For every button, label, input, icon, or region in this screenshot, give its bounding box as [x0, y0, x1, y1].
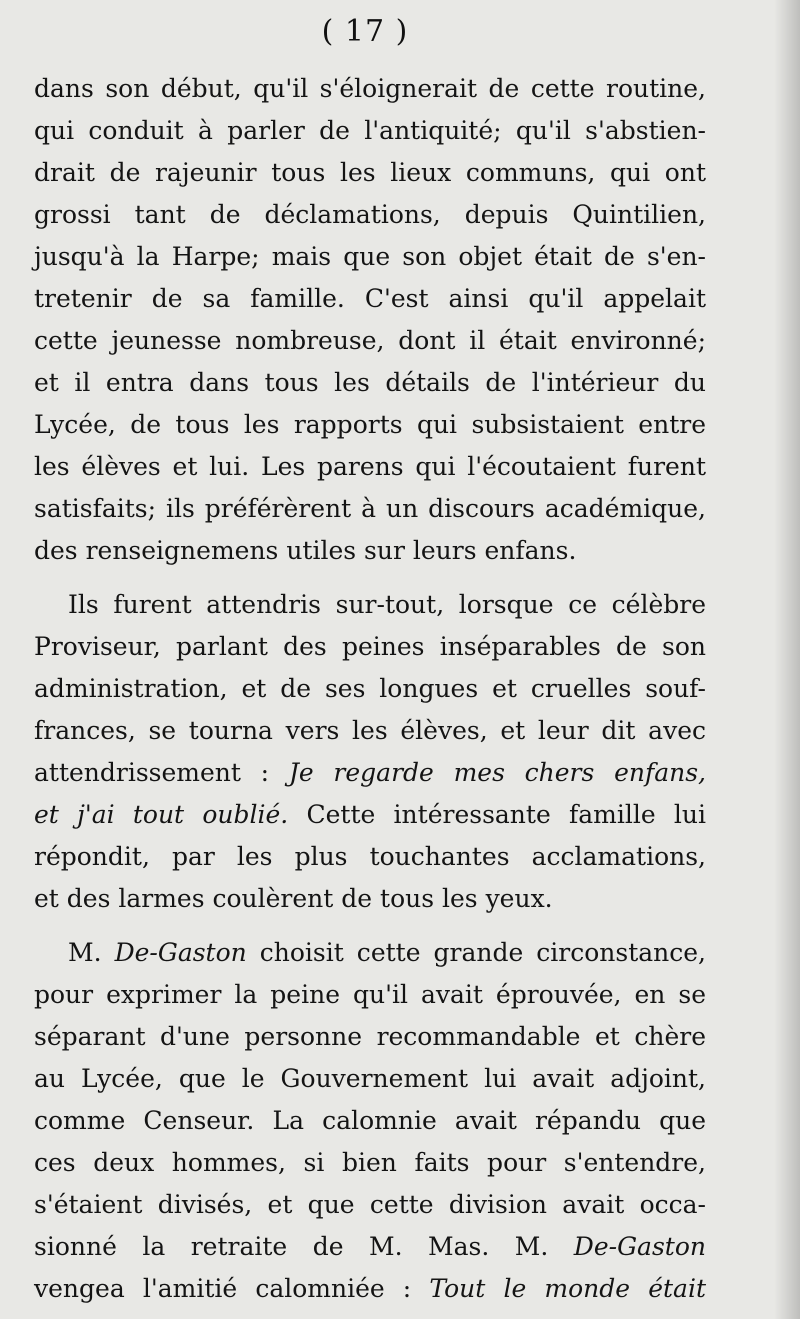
- text-line: grossi tant de déclamations, depuis Quintilien,: [34, 200, 706, 229]
- italic-quote: Je regarde mes chers enfans,: [288, 758, 706, 787]
- text-line: répondit, par les plus touchantes acclamations,: [34, 842, 706, 871]
- text-line: comme Censeur. La calomnie avait répandu que: [34, 1106, 706, 1135]
- text-line: jusqu'à la Harpe; mais que son objet était de s'en-: [34, 242, 706, 271]
- text-line: frances, se tourna vers les élèves, et leur dit avec: [34, 716, 706, 745]
- text-line: tretenir de sa famille. C'est ainsi qu'il appelait: [34, 284, 706, 313]
- text-line: ces deux hommes, si bien faits pour s'entendre,: [34, 1148, 706, 1177]
- italic-name: De-Gaston: [573, 1232, 706, 1261]
- text-line: s'étaient divisés, et que cette division avait occa-: [34, 1190, 706, 1219]
- text-line: Lycée, de tous les rapports qui subsistaient entre: [34, 410, 706, 439]
- text-line: des renseignemens utiles sur leurs enfans.: [34, 536, 577, 565]
- text-line: satisfaits; ils préférèrent à un discours académique,: [34, 494, 706, 523]
- text-line: séparant d'une personne recommandable et chère: [34, 1022, 706, 1051]
- text-line: et il entra dans tous les détails de l'intérieur du: [34, 368, 706, 397]
- text-line: cette jeunesse nombreuse, dont il était environné;: [34, 326, 706, 355]
- text-line: les élèves et lui. Les parens qui l'écoutaient furent: [34, 452, 706, 481]
- text-line: qui conduit à parler de l'antiquité; qu'il s'abstien-: [34, 116, 706, 145]
- text-line: et des larmes coulèrent de tous les yeux.: [34, 884, 553, 913]
- page-edge-shadow: [774, 0, 800, 1319]
- paragraph-1: [34, 68, 706, 572]
- text-line: pour exprimer la peine qu'il avait éprouvée, en se: [34, 980, 706, 1009]
- text-line: sionné la retraite de M. Mas. M. De-Gaston: [34, 1232, 706, 1261]
- text-line: et j'ai tout oublié. Cette intéressante famille lui: [34, 800, 706, 829]
- text-line: administration, et de ses longues et cruelles souf-: [34, 674, 706, 703]
- text-line: dans son début, qu'il s'éloignerait de cette routine,: [34, 74, 706, 103]
- text-line: au Lycée, que le Gouvernement lui avait adjoint,: [34, 1064, 706, 1093]
- text-line: attendrissement : Je regarde mes chers enfans,: [34, 758, 706, 787]
- italic-name: De-Gaston: [114, 938, 247, 967]
- italic-quote: et j'ai tout oublié.: [34, 800, 289, 829]
- page-number: ( 17 ): [321, 14, 409, 49]
- text-line: Proviseur, parlant des peines inséparables de son: [34, 632, 706, 661]
- body-text: [34, 68, 706, 1310]
- text-line: drait de rajeunir tous les lieux communs, qui ont: [34, 158, 706, 187]
- text-line: vengea l'amitié calomniée : Tout le monde était: [34, 1274, 706, 1303]
- italic-quote: Tout le monde était: [429, 1274, 706, 1303]
- paragraph-3: [34, 932, 706, 1310]
- text-line: M. De-Gaston choisit cette grande circonstance,: [68, 938, 706, 967]
- text-line: Ils furent attendris sur-tout, lorsque ce célèbre: [68, 590, 706, 619]
- paragraph-2: [34, 584, 706, 920]
